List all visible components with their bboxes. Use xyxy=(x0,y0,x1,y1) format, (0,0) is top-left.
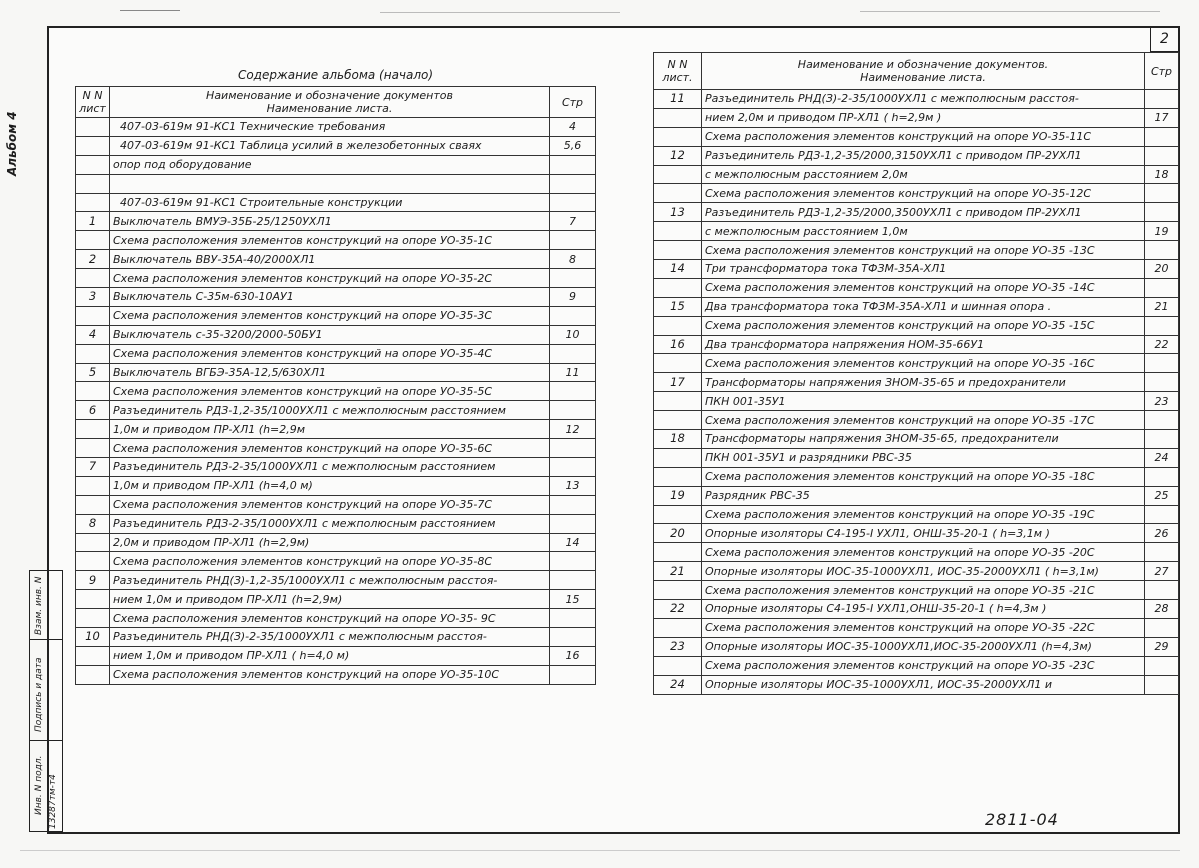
table-row xyxy=(654,316,1179,335)
row-title: Трансформаторы напряжения ЗНОМ-35-65, предохранители xyxy=(702,430,1145,449)
row-title: Опорные изоляторы С4-195-I УХЛ1,ОНШ-35-20-1 ( h=4,3м ) xyxy=(702,600,1145,619)
table-row xyxy=(654,448,1179,467)
row-page xyxy=(1145,505,1179,524)
table-row xyxy=(76,609,596,628)
row-page: 11 xyxy=(550,363,596,382)
stamp-label-inventory: Инв. N подл. xyxy=(34,755,44,815)
table-row xyxy=(76,476,596,495)
row-page: 7 xyxy=(550,212,596,231)
row-number xyxy=(654,241,702,260)
row-number xyxy=(76,495,110,514)
table-row xyxy=(76,665,596,684)
row-page xyxy=(550,155,596,174)
left-table-title: Содержание альбома (начало) xyxy=(237,67,434,82)
row-number xyxy=(76,231,110,250)
table-row xyxy=(654,127,1179,146)
table-row xyxy=(76,646,596,665)
row-page: 20 xyxy=(1145,260,1179,279)
page-number: 2 xyxy=(1150,28,1178,52)
row-number xyxy=(654,108,702,127)
row-page xyxy=(550,231,596,250)
table-row xyxy=(654,278,1179,297)
row-number xyxy=(76,533,110,552)
row-page: 29 xyxy=(1145,637,1179,656)
row-page: 8 xyxy=(550,250,596,269)
row-number: 3 xyxy=(76,288,110,307)
row-title: Два трансформатора тока ТФЗМ-35А-ХЛ1 и шинная опора . xyxy=(702,297,1145,316)
row-title: Схема расположения элементов конструкций на опоре УО-35 -15С xyxy=(702,316,1145,335)
row-page xyxy=(1145,618,1179,637)
table-row xyxy=(76,250,596,269)
table-row xyxy=(76,628,596,647)
table-row xyxy=(76,363,596,382)
row-number xyxy=(654,316,702,335)
row-title: Опорные изоляторы С4-195-I УХЛ1, ОНШ-35-20-1 ( h=3,1м ) xyxy=(702,524,1145,543)
table-row xyxy=(76,552,596,571)
row-number: 9 xyxy=(76,571,110,590)
stamp-label-replace: Взам. инв. N xyxy=(34,576,44,635)
row-title: Разъединитель РДЗ-1,2-35/2000,3500УХЛ1 с приводом ПР-2УХЛ1 xyxy=(702,203,1145,222)
row-page xyxy=(550,514,596,533)
row-title: Схема расположения элементов конструкций на опоре УО-35-11С xyxy=(702,127,1145,146)
row-title: Схема расположения элементов конструкций на опоре УО-35-4С xyxy=(110,344,550,363)
table-row xyxy=(654,392,1179,411)
row-number xyxy=(654,656,702,675)
row-number: 24 xyxy=(654,675,702,694)
row-page xyxy=(550,306,596,325)
row-page xyxy=(1145,203,1179,222)
row-number: 7 xyxy=(76,458,110,477)
row-page: 9 xyxy=(550,288,596,307)
row-title: Выключатель ВГБЭ-35А-12,5/630ХЛ1 xyxy=(110,363,550,382)
row-number: 10 xyxy=(76,628,110,647)
row-title: Схема расположения элементов конструкций на опоре УО-35 -16С xyxy=(702,354,1145,373)
row-title: Схема расположения элементов конструкций на опоре УО-35 -18С xyxy=(702,467,1145,486)
table-row xyxy=(654,581,1179,600)
row-title: 407-03-619м 91-КС1 Таблица усилий в железобетонных сваях xyxy=(110,136,550,155)
row-number xyxy=(654,278,702,297)
row-title: Разъединитель РНД(З)-2-35/1000УХЛ1 с межполюсным расстоя- xyxy=(110,628,550,647)
row-number: 8 xyxy=(76,514,110,533)
row-number xyxy=(76,174,110,193)
row-number xyxy=(654,505,702,524)
row-number: 20 xyxy=(654,524,702,543)
row-number: 13 xyxy=(654,203,702,222)
row-title: Разъединитель РДЗ-1,2-35/1000УХЛ1 с межполюсным расстоянием xyxy=(110,401,550,420)
left-contents-table xyxy=(75,64,596,685)
row-title xyxy=(110,174,550,193)
row-page xyxy=(550,458,596,477)
row-page: 28 xyxy=(1145,600,1179,619)
document-sheet xyxy=(5,26,1180,834)
row-title: Выключатель С-35м-630-10АУ1 xyxy=(110,288,550,307)
table-row xyxy=(654,373,1179,392)
row-number xyxy=(76,269,110,288)
row-page xyxy=(1145,127,1179,146)
row-number xyxy=(76,439,110,458)
table-row xyxy=(76,306,596,325)
row-number xyxy=(654,392,702,411)
row-page: 27 xyxy=(1145,562,1179,581)
table-row xyxy=(76,458,596,477)
row-page: 5,6 xyxy=(550,136,596,155)
row-title: нием 1,0м и приводом ПР-ХЛ1 ( h=4,0 м) xyxy=(110,646,550,665)
document-code: 2811-04 xyxy=(985,810,1059,829)
table-row xyxy=(76,495,596,514)
row-number xyxy=(76,590,110,609)
table-row xyxy=(76,590,596,609)
right-contents-table xyxy=(653,52,1179,695)
row-title: Схема расположения элементов конструкций на опоре УО-35 -17С xyxy=(702,411,1145,430)
row-page xyxy=(550,269,596,288)
row-title: Опорные изоляторы ИОС-35-1000УХЛ1, ИОС-35-2000УХЛ1 ( h=3,1м) xyxy=(702,562,1145,581)
table-row xyxy=(76,231,596,250)
table-row xyxy=(654,430,1179,449)
row-title: Схема расположения элементов конструкций на опоре УО-35-3С xyxy=(110,306,550,325)
row-number xyxy=(76,420,110,439)
row-title: Схема расположения элементов конструкций на опоре УО-35-5С xyxy=(110,382,550,401)
table-row xyxy=(76,136,596,155)
scan-artifact-line xyxy=(860,11,1160,12)
row-title: 2,0м и приводом ПР-ХЛ1 (h=2,9м) xyxy=(110,533,550,552)
row-title: Разъединитель РНД(З)-1,2-35/1000УХЛ1 с межполюсным расстоя- xyxy=(110,571,550,590)
table-row xyxy=(654,675,1179,694)
row-page: 16 xyxy=(550,646,596,665)
row-title: Схема расположения элементов конструкций на опоре УО-35 -20С xyxy=(702,543,1145,562)
table-row xyxy=(76,382,596,401)
row-page xyxy=(550,344,596,363)
left-col-name: Наименование и обозначение документов Наименование листа. xyxy=(110,87,550,118)
row-title: Разъединитель РДЗ-1,2-35/2000,3150УХЛ1 с приводом ПР-2УХЛ1 xyxy=(702,146,1145,165)
row-number: 15 xyxy=(654,297,702,316)
row-page: 22 xyxy=(1145,335,1179,354)
row-page: 21 xyxy=(1145,297,1179,316)
table-row xyxy=(654,108,1179,127)
row-page xyxy=(550,382,596,401)
row-number xyxy=(654,184,702,203)
row-page: 23 xyxy=(1145,392,1179,411)
row-title: 1,0м и приводом ПР-ХЛ1 (h=4,0 м) xyxy=(110,476,550,495)
row-page xyxy=(1145,675,1179,694)
row-number: 14 xyxy=(654,260,702,279)
row-number xyxy=(76,476,110,495)
stamp-label-signature: Подпись и дата xyxy=(34,657,44,732)
row-page xyxy=(1145,581,1179,600)
table-row xyxy=(654,656,1179,675)
row-title: опор под оборудование xyxy=(110,155,550,174)
row-number xyxy=(76,382,110,401)
table-row xyxy=(654,637,1179,656)
table-row xyxy=(76,420,596,439)
scan-artifact-line xyxy=(120,10,180,11)
row-page: 10 xyxy=(550,325,596,344)
right-col-page: Стр xyxy=(1145,53,1179,90)
row-number xyxy=(654,354,702,373)
row-number xyxy=(654,411,702,430)
table-row xyxy=(76,174,596,193)
row-page: 12 xyxy=(550,420,596,439)
row-number: 11 xyxy=(654,90,702,109)
table-row xyxy=(76,439,596,458)
row-title: Трансформаторы напряжения ЗНОМ-35-65 и предохранители xyxy=(702,373,1145,392)
row-number xyxy=(654,618,702,637)
row-number: 16 xyxy=(654,335,702,354)
row-number xyxy=(76,344,110,363)
row-page: 14 xyxy=(550,533,596,552)
row-number: 21 xyxy=(654,562,702,581)
row-number xyxy=(654,543,702,562)
row-title: Схема расположения элементов конструкций на опоре УО-35-2С xyxy=(110,269,550,288)
table-row xyxy=(654,486,1179,505)
row-number xyxy=(76,665,110,684)
row-page: 17 xyxy=(1145,108,1179,127)
table-row xyxy=(76,212,596,231)
table-row xyxy=(76,325,596,344)
row-title: 407-03-619м 91-КС1 Технические требования xyxy=(110,118,550,137)
table-row xyxy=(76,155,596,174)
row-number xyxy=(654,222,702,241)
table-row xyxy=(654,90,1179,109)
row-title: ПКН 001-35У1 xyxy=(702,392,1145,411)
table-row xyxy=(654,543,1179,562)
row-number: 4 xyxy=(76,325,110,344)
row-title: Опорные изоляторы ИОС-35-1000УХЛ1,ИОС-35-2000УХЛ1 (h=4,3м) xyxy=(702,637,1145,656)
table-row xyxy=(654,241,1179,260)
row-title: 1,0м и приводом ПР-ХЛ1 (h=2,9м xyxy=(110,420,550,439)
row-title: с межполюсным расстоянием 2,0м xyxy=(702,165,1145,184)
row-number: 22 xyxy=(654,600,702,619)
row-page: 13 xyxy=(550,476,596,495)
scan-artifact-line xyxy=(380,12,620,13)
row-title: нием 1,0м и приводом ПР-ХЛ1 (h=2,9м) xyxy=(110,590,550,609)
table-row xyxy=(76,118,596,137)
row-title: Схема расположения элементов конструкций на опоре УО-35 -19С xyxy=(702,505,1145,524)
row-page xyxy=(550,571,596,590)
row-title: Схема расположения элементов конструкций на опоре УО-35-7С xyxy=(110,495,550,514)
row-number xyxy=(76,193,110,212)
right-col-name: Наименование и обозначение документов. Наименование листа. xyxy=(702,53,1145,90)
table-row xyxy=(76,514,596,533)
stamp-inventory-number: 13287тм-т4 xyxy=(48,774,58,829)
row-number: 5 xyxy=(76,363,110,382)
row-page xyxy=(1145,184,1179,203)
table-row xyxy=(654,222,1179,241)
table-row xyxy=(76,193,596,212)
table-row xyxy=(76,571,596,590)
row-page xyxy=(1145,241,1179,260)
table-row xyxy=(654,203,1179,222)
table-row xyxy=(654,411,1179,430)
row-number: 18 xyxy=(654,430,702,449)
row-number xyxy=(76,155,110,174)
row-number: 2 xyxy=(76,250,110,269)
row-number: 6 xyxy=(76,401,110,420)
side-stamp xyxy=(29,570,63,832)
row-page xyxy=(1145,373,1179,392)
row-title: нием 2,0м и приводом ПР-ХЛ1 ( h=2,9м ) xyxy=(702,108,1145,127)
row-page: 4 xyxy=(550,118,596,137)
row-title: Схема расположения элементов конструкций на опоре УО-35 -14С xyxy=(702,278,1145,297)
row-title: Схема расположения элементов конструкций на опоре УО-35-8С xyxy=(110,552,550,571)
row-page: 24 xyxy=(1145,448,1179,467)
row-page xyxy=(550,174,596,193)
row-number xyxy=(76,552,110,571)
table-row xyxy=(654,335,1179,354)
stamp-cell-inventory xyxy=(30,741,62,833)
table-row xyxy=(76,401,596,420)
table-row xyxy=(654,467,1179,486)
row-title: с межполюсным расстоянием 1,0м xyxy=(702,222,1145,241)
row-title: Схема расположения элементов конструкций на опоре УО-35 -23С xyxy=(702,656,1145,675)
row-number xyxy=(654,581,702,600)
table-row xyxy=(654,505,1179,524)
stamp-cell-signature xyxy=(30,640,62,741)
right-col-nn: N N лист. xyxy=(654,53,702,90)
table-row xyxy=(654,297,1179,316)
row-number xyxy=(654,467,702,486)
table-row xyxy=(76,269,596,288)
row-number: 12 xyxy=(654,146,702,165)
row-title: ПКН 001-35У1 и разрядники РВС-35 xyxy=(702,448,1145,467)
row-page xyxy=(550,665,596,684)
table-row xyxy=(76,344,596,363)
table-row xyxy=(654,562,1179,581)
left-col-page: Стр xyxy=(550,87,596,118)
row-title: Схема расположения элементов конструкций на опоре УО-35-1С xyxy=(110,231,550,250)
row-title: Опорные изоляторы ИОС-35-1000УХЛ1, ИОС-35-2000УХЛ1 и xyxy=(702,675,1145,694)
row-page xyxy=(1145,146,1179,165)
row-title: Схема расположения элементов конструкций на опоре УО-35-10С xyxy=(110,665,550,684)
stamp-cell-replace xyxy=(30,571,62,640)
row-title: Схема расположения элементов конструкций на опоре УО-35-6С xyxy=(110,439,550,458)
row-title: Разъединитель РДЗ-2-35/1000УХЛ1 с межполюсным расстоянием xyxy=(110,458,550,477)
row-page: 26 xyxy=(1145,524,1179,543)
row-title: Выключатель ВМУЭ-35Б-25/1250УХЛ1 xyxy=(110,212,550,231)
table-row xyxy=(654,146,1179,165)
row-title: Разъединитель РДЗ-2-35/1000УХЛ1 с межполюсным расстоянием xyxy=(110,514,550,533)
row-page: 25 xyxy=(1145,486,1179,505)
row-number xyxy=(76,118,110,137)
row-page xyxy=(1145,430,1179,449)
row-title: Два трансформатора напряжения НОМ-35-66У1 xyxy=(702,335,1145,354)
table-row xyxy=(654,524,1179,543)
row-page xyxy=(1145,543,1179,562)
table-row xyxy=(76,288,596,307)
table-row xyxy=(654,260,1179,279)
table-row xyxy=(654,165,1179,184)
row-number xyxy=(76,136,110,155)
table-row xyxy=(654,184,1179,203)
row-title: Разъединитель РНД(З)-2-35/1000УХЛ1 с межполюсным расстоя- xyxy=(702,90,1145,109)
row-number xyxy=(76,609,110,628)
row-title: Три трансформатора тока ТФЗМ-35А-ХЛ1 xyxy=(702,260,1145,279)
row-page xyxy=(550,401,596,420)
row-page xyxy=(550,552,596,571)
row-number xyxy=(654,448,702,467)
table-row xyxy=(654,618,1179,637)
row-number xyxy=(76,306,110,325)
row-number xyxy=(654,165,702,184)
row-number xyxy=(76,646,110,665)
row-title: Схема расположения элементов конструкций на опоре УО-35-12С xyxy=(702,184,1145,203)
left-title-cell xyxy=(76,64,596,87)
row-title: Схема расположения элементов конструкций на опоре УО-35 -21С xyxy=(702,581,1145,600)
row-page xyxy=(1145,656,1179,675)
row-page xyxy=(1145,354,1179,373)
table-row xyxy=(654,354,1179,373)
row-title: Схема расположения элементов конструкций на опоре УО-35 -13С xyxy=(702,241,1145,260)
row-page xyxy=(550,495,596,514)
table-row xyxy=(76,533,596,552)
row-page: 15 xyxy=(550,590,596,609)
album-label: Альбом 4 xyxy=(5,111,19,176)
row-page xyxy=(550,439,596,458)
row-title: 407-03-619м 91-КС1 Строительные конструкции xyxy=(110,193,550,212)
row-page: 18 xyxy=(1145,165,1179,184)
table-row xyxy=(654,600,1179,619)
row-page xyxy=(1145,278,1179,297)
row-page xyxy=(550,628,596,647)
row-page xyxy=(550,193,596,212)
row-title: Схема расположения элементов конструкций на опоре УО-35- 9С xyxy=(110,609,550,628)
row-page: 19 xyxy=(1145,222,1179,241)
scan-artifact-line xyxy=(20,850,1180,851)
row-page xyxy=(550,609,596,628)
row-number: 19 xyxy=(654,486,702,505)
row-title: Выключатель с-35-3200/2000-50БУ1 xyxy=(110,325,550,344)
row-page xyxy=(1145,411,1179,430)
row-number: 17 xyxy=(654,373,702,392)
row-number: 1 xyxy=(76,212,110,231)
row-page xyxy=(1145,467,1179,486)
row-title: Схема расположения элементов конструкций на опоре УО-35 -22С xyxy=(702,618,1145,637)
row-page xyxy=(1145,316,1179,335)
row-page xyxy=(1145,90,1179,109)
left-col-nn: N N лист xyxy=(76,87,110,118)
row-title: Разрядник РВС-35 xyxy=(702,486,1145,505)
row-number xyxy=(654,127,702,146)
row-title: Выключатель ВВУ-35А-40/2000ХЛ1 xyxy=(110,250,550,269)
row-number: 23 xyxy=(654,637,702,656)
